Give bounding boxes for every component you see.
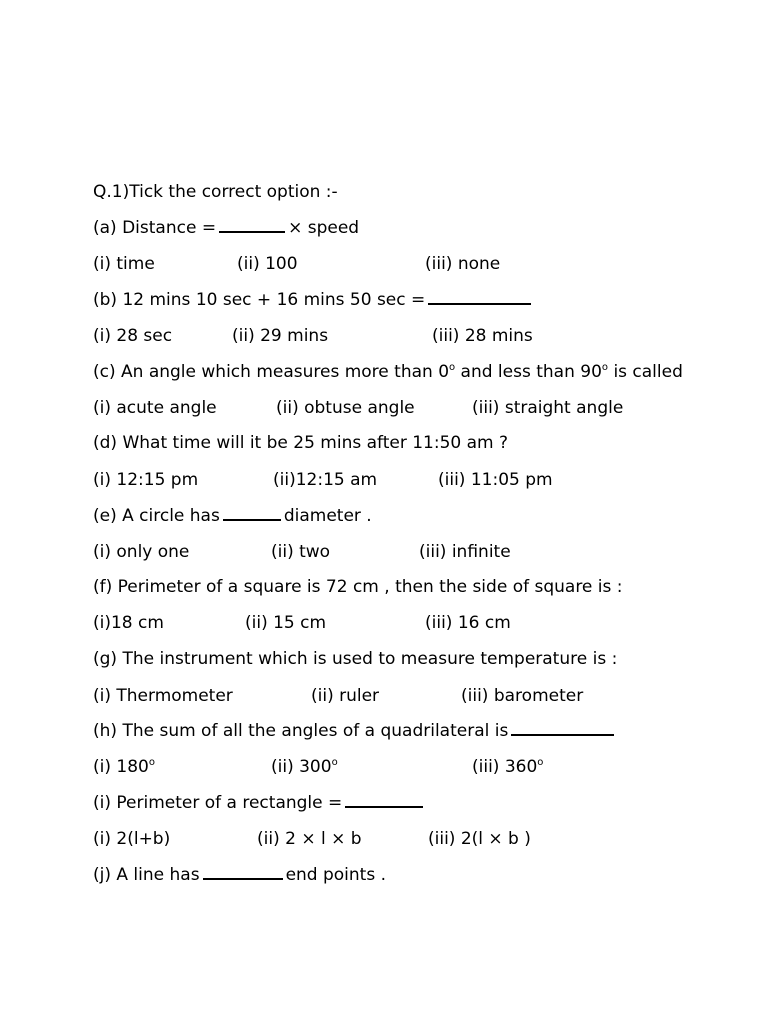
option-d-i: (i) 12:15 pm	[93, 470, 199, 490]
option-b-iii: (iii) 28 mins	[432, 326, 533, 346]
question-i-text: (i) Perimeter of a rectangle =	[93, 793, 343, 813]
option-e-iii: (iii) infinite	[419, 542, 511, 562]
option-e-i: (i) only one	[93, 542, 190, 562]
option-h-ii-text: (ii) 300	[271, 757, 332, 777]
answer-blank	[223, 505, 281, 521]
answer-blank	[219, 217, 285, 233]
option-d-ii: (ii)12:15 am	[273, 470, 378, 490]
option-g-ii: (ii) ruler	[311, 686, 380, 706]
question-e-text-end: diameter .	[283, 506, 372, 526]
option-f-iii: (iii) 16 cm	[425, 613, 511, 633]
option-i-i: (i) 2(l+b)	[93, 829, 171, 849]
option-d-iii: (iii) 11:05 pm	[438, 470, 553, 490]
option-h-ii	[271, 756, 338, 778]
option-b-ii: (ii) 29 mins	[232, 326, 329, 346]
option-h-i-text: (i) 180	[93, 757, 149, 777]
question-d: (d) What time will it be 25 mins after 11:50 am ?	[93, 433, 509, 453]
question-i	[93, 792, 426, 814]
answer-blank	[345, 792, 423, 808]
option-f-ii: (ii) 15 cm	[245, 613, 327, 633]
option-g-iii: (iii) barometer	[461, 686, 584, 706]
question-b	[93, 289, 534, 311]
degree-symbol: o	[148, 757, 155, 768]
degree-symbol: o	[449, 362, 456, 373]
question-c-text: (c) An angle which measures more than 0	[93, 362, 450, 382]
option-b-i: (i) 28 sec	[93, 326, 173, 346]
question-j-text: (j) A line has	[93, 865, 200, 885]
option-f-i: (i)18 cm	[93, 613, 164, 633]
worksheet-heading: Q.1)Tick the correct option :-	[93, 182, 338, 202]
answer-blank	[203, 864, 283, 880]
option-h-i	[93, 756, 155, 778]
question-c-text-end: is called	[613, 362, 683, 382]
question-f: (f) Perimeter of a square is 72 cm , then the side of square is :	[93, 577, 623, 597]
question-c-text-mid: and less than 90	[460, 362, 602, 382]
question-j-text-end: end points .	[285, 865, 387, 885]
option-i-iii: (iii) 2(l × b )	[428, 829, 531, 849]
question-a-text: (a) Distance =	[93, 218, 217, 238]
answer-blank	[428, 289, 531, 305]
question-c	[93, 361, 683, 383]
option-e-ii: (ii) two	[271, 542, 331, 562]
question-a-text-end: × speed	[288, 218, 360, 238]
question-a	[93, 217, 359, 239]
question-b-text: (b) 12 mins 10 sec + 16 mins 50 sec =	[93, 290, 426, 310]
option-i-ii: (ii) 2 × l × b	[257, 829, 362, 849]
option-c-ii: (ii) obtuse angle	[276, 398, 415, 418]
question-h-text: (h) The sum of all the angles of a quadrilateral is	[93, 721, 509, 741]
question-h	[93, 720, 617, 742]
degree-symbol: o	[537, 757, 544, 768]
answer-blank	[511, 720, 614, 736]
question-g: (g) The instrument which is used to measure temperature is :	[93, 649, 618, 669]
degree-symbol: o	[331, 757, 338, 768]
option-h-iii	[472, 756, 543, 778]
question-e	[93, 505, 372, 527]
degree-symbol: o	[601, 362, 609, 373]
option-h-iii-text: (iii) 360	[472, 757, 538, 777]
option-a-i: (i) time	[93, 254, 155, 274]
option-g-i: (i) Thermometer	[93, 686, 233, 706]
option-a-ii: (ii) 100	[237, 254, 298, 274]
option-a-iii: (iii) none	[425, 254, 501, 274]
option-c-i: (i) acute angle	[93, 398, 217, 418]
option-c-iii: (iii) straight angle	[472, 398, 624, 418]
question-j	[93, 864, 386, 886]
question-e-text: (e) A circle has	[93, 506, 220, 526]
